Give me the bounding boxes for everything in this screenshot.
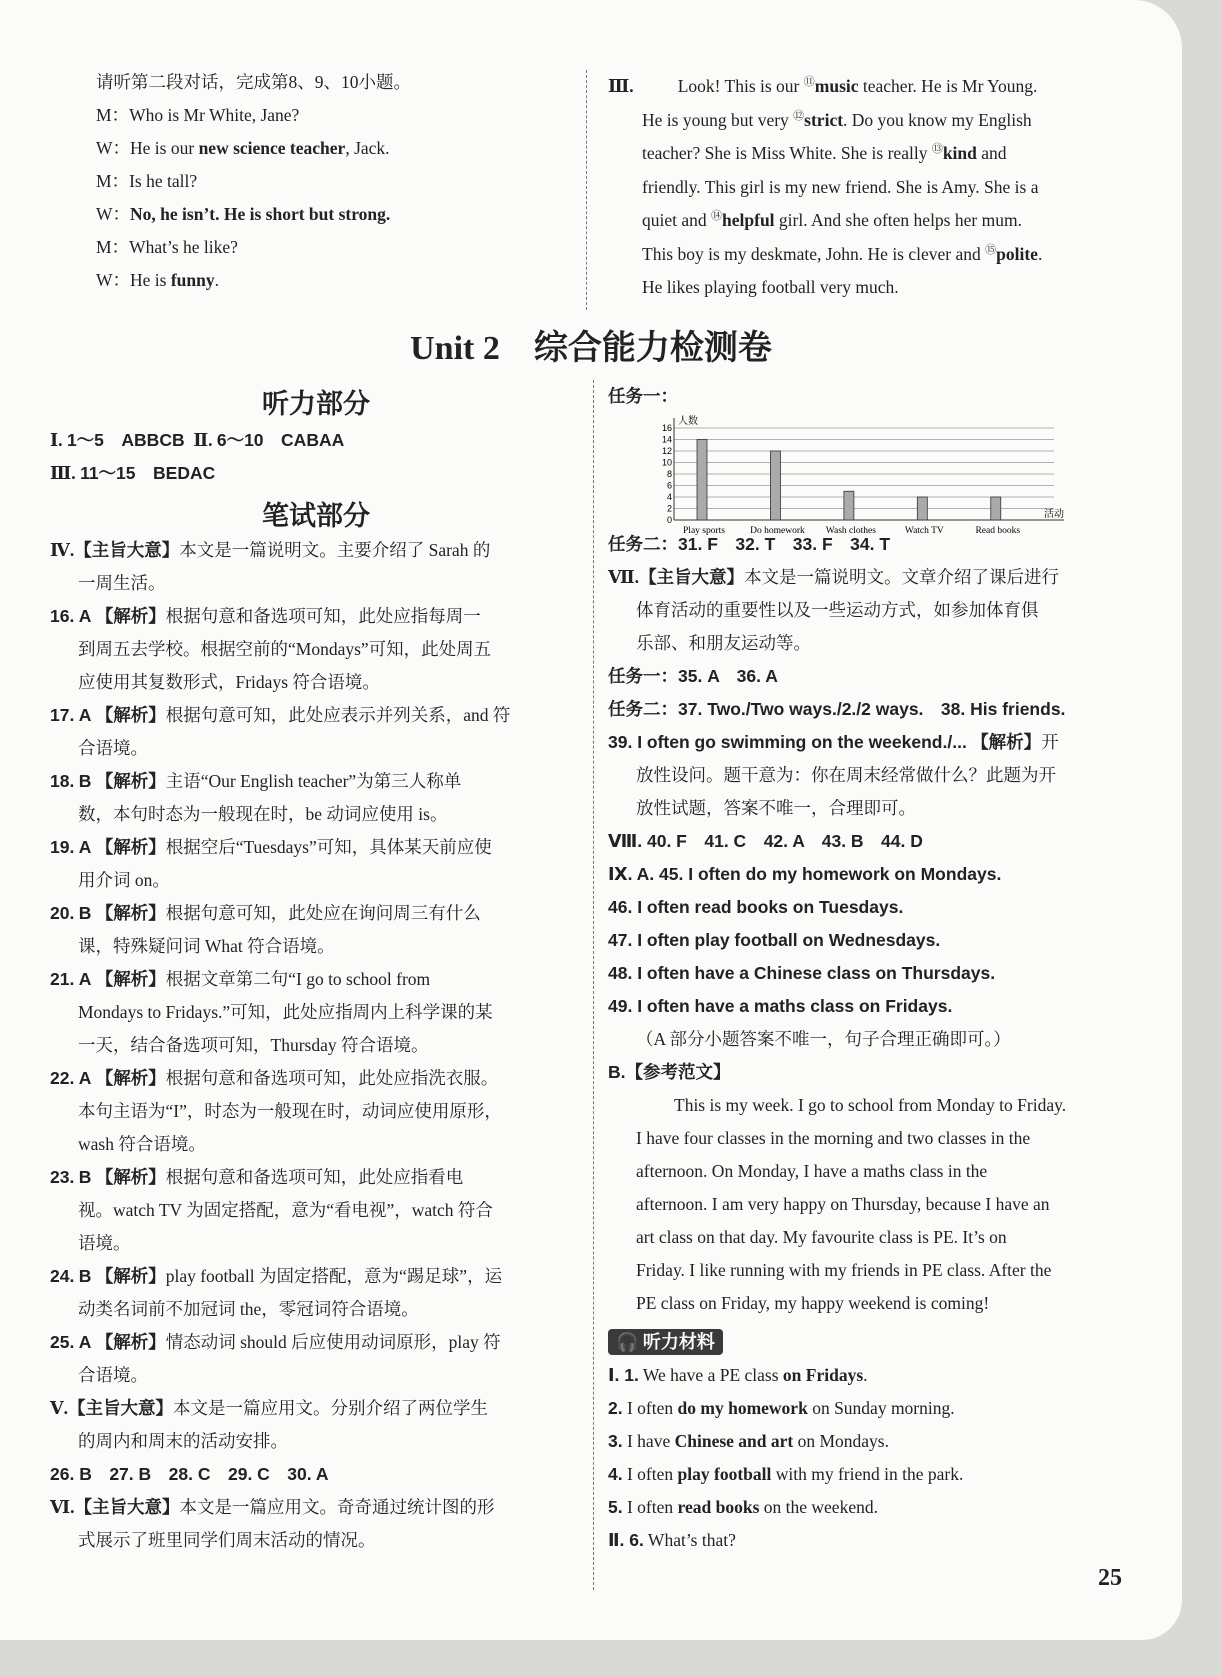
- ix-answer: Ⅸ. A. 45. I often do my homework on Mondays.: [608, 864, 1002, 884]
- bar-play-sports: [697, 440, 707, 521]
- left-answers: Ⅰ. 1～5 ABBCB Ⅱ. 6～10 CABAA Ⅲ. 11～15 BEDAC Ⅳ.【主旨大意】本文是一篇说明文。主要介绍了 Sarah 的 一周生活。 16. A 【解析】根据句意和备选项可知，此处应指每周一 到周五去学校。根据空前的“Mondays”可知，此处周五 应使用其复数形式，Fridays 符合语境。 17. A 【解析】根据句意可知，此处应表示并列关系，and 符 合语境。 18. B 【解析】主语“Our English teacher”为第三人称单 数，本句时态为一般现在时，be 动词应使用 is。 19. A 【解析】根据空后“Tuesdays”可知，具体某天前应使 用介词 on。 20. B 【解析】根据句意可知，此处应在询问周三有什么 课，特殊疑问词 What 符合语境。 21. A 【解析】根据文章第二句“I go to school from Mondays to Fridays.”可知，此处应指周内上科学课的某 一天，结合备选项可知，Thursday 符合语境。 22. A 【解析】根据句意和备选项可知，此处应指洗衣服。 本句主语为“I”，时态为一般现在时，动词应使用原形， wash 符合语境。 23. B 【解析】根据句意和备选项可知，此处应指看电 视。watch TV 为固定搭配，意为“看电视”，watch 符合 语境。 24. B 【解析】play football 为固定搭配，意为“踢足球”，运 动类名词前不加冠词 the，零冠词符合语境。 25. A 【解析】情态动词 should 后应使用动词原形，play 符 合语境。 Ⅴ.【主旨大意】本文是一篇应用文。分别介绍了两位学生 的周内和周末的活动安排。 26. B 27. B 28. C 29. C 30. A Ⅵ.【主旨大意】本文是一篇应用文。奇奇通过统计图的形 式展示了班里同学们周末活动的情况。: [50, 424, 580, 1557]
- dialogue-intro: 请听第二段对话，完成第8、9、10小题。: [96, 72, 411, 92]
- essay-line: PE class on Friday, my happy weekend is coming!: [636, 1293, 990, 1313]
- y-tick-label: 14: [661, 434, 672, 445]
- y-tick-label: 8: [666, 469, 672, 479]
- explanation-line: 22. A 【解析】根据句意和备选项可知，此处应指洗衣服。: [50, 1068, 499, 1088]
- passage-section: Ⅲ. Look! This is our ⑪music teacher. He is Mr Young. He is young but very ⑫strict. Do you know my English teacher? She is Miss White. She is really ⑬kind and friendly. This girl is my new friend. She is Amy. She is a quiet and ⑭helpful girl. And she often helps her mum. This boy is my deskmate, John. He is clever and ⑮polite. He likes playing football very much.: [608, 76, 1043, 297]
- explanation-line: 数，本句时态为一般现在时，be 动词应使用 is。: [78, 804, 448, 824]
- explanation-line: 动类名词前不加冠词 the，零冠词符合语境。: [78, 1299, 419, 1319]
- essay-line: art class on that day. My favourite class is PE. It’s on: [636, 1227, 1007, 1247]
- y-tick-label: 2: [666, 503, 672, 514]
- page-number: 25: [1098, 1565, 1122, 1591]
- x-axis-label: 活动: [1044, 509, 1064, 520]
- explanation-line: 21. A 【解析】根据文章第二句“I go to school from: [50, 969, 431, 989]
- explanation-line: 用介词 on。: [78, 870, 170, 890]
- essay-line: I have four classes in the morning and two classes in the: [636, 1128, 1031, 1148]
- y-tick-label: 4: [666, 492, 672, 502]
- explanation-line: 语境。: [78, 1233, 131, 1253]
- dialogue-line: W：He is our new science teacher, Jack.: [96, 138, 390, 158]
- bar-read-books: [991, 497, 1001, 520]
- explanation-line: 24. B 【解析】play football 为固定搭配，意为“踢足球”，运: [50, 1266, 503, 1286]
- material-line: 5. I often read books on the weekend.: [608, 1497, 878, 1517]
- explanation-line: 16. A 【解析】根据句意和备选项可知，此处应指每周一: [50, 606, 481, 626]
- explanation-line: 到周五去学校。根据空前的“Mondays”可知，此处周五: [78, 639, 492, 659]
- explanation-line: 17. A 【解析】根据句意可知，此处应表示并列关系，and 符: [50, 705, 511, 725]
- dialogue-line: W：No, he isn’t. He is short but strong.: [96, 204, 391, 224]
- explanation-line: 本句主语为“I”，时态为一般现在时，动词应使用原形，: [78, 1101, 502, 1121]
- explanation-line: 一天，结合备选项可知，Thursday 符合语境。: [78, 1035, 429, 1055]
- x-tick-label: Play sports: [683, 526, 725, 536]
- explanation-line: 合语境。: [78, 1365, 148, 1385]
- column-divider: [586, 70, 587, 310]
- activity-bar-chart: [661, 416, 1084, 536]
- explanation-line: 20. B 【解析】根据句意可知，此处应在询问周三有什么: [50, 903, 481, 923]
- dialogue-line: W：He is funny.: [96, 270, 220, 290]
- essay-line: afternoon. I am very happy on Thursday, because I have an: [636, 1194, 1050, 1214]
- y-axis-label: 人数: [678, 416, 698, 427]
- task2-answers: 任务二：31. F 32. T 33. F 34. T: [608, 534, 891, 554]
- material-line: 4. I often play football with my friend in the park.: [608, 1464, 964, 1484]
- essay-line: This is my week. I go to school from Monday to Friday.: [674, 1095, 1067, 1115]
- column-divider-lower: [593, 380, 594, 1590]
- ix-answer: 46. I often read books on Tuesdays.: [608, 897, 904, 917]
- material-line: 2. I often do my homework on Sunday morning.: [608, 1398, 955, 1418]
- bar-do-homework: [770, 451, 780, 520]
- explanation-line: 23. B 【解析】根据句意和备选项可知，此处应指看电: [50, 1167, 464, 1187]
- material-line: Ⅰ. 1. We have a PE class on Fridays.: [608, 1365, 868, 1385]
- dialogue-line: M：Is he tall?: [96, 171, 198, 191]
- listening-title: 听力部分: [262, 389, 370, 419]
- explanation-line: wash 符合语境。: [78, 1134, 206, 1154]
- x-tick-label: Read books: [975, 526, 1021, 536]
- material-line: 3. I have Chinese and art on Mondays.: [608, 1431, 889, 1451]
- essay-line: Friday. I like running with my friends in PE class. After the: [636, 1260, 1052, 1280]
- material-line: Ⅱ. 6. What’s that?: [608, 1530, 736, 1550]
- x-tick-label: Wash clothes: [825, 526, 876, 536]
- explanation-line: Mondays to Fridays.”可知，此处应指周内上科学课的某: [78, 1002, 493, 1022]
- explanation-line: 应使用其复数形式，Fridays 符合语境。: [78, 672, 380, 692]
- x-tick-label: Watch TV: [904, 526, 944, 536]
- listening-material-tag: 🎧 听力材料: [608, 1329, 723, 1355]
- essay-line: afternoon. On Monday, I have a maths class in the: [636, 1161, 988, 1181]
- x-tick-label: Do homework: [750, 526, 805, 536]
- dialogue-section: [66, 66, 566, 297]
- ix-answer: 49. I often have a maths class on Fridays.: [608, 996, 953, 1016]
- bar-wash-clothes: [844, 491, 854, 520]
- right-answers: 任务一： 任务二：31. F 32. T 33. F 34. T Ⅶ.【主旨大意】本文是一篇说明文。文章介绍了课后进行 体育活动的重要性以及一些运动方式，如参加体育俱 乐部、和朋友运动等。 任务一：35. A 36. A 任务二：37. Two./Two ways./2./2 ways. 38. His friends. 39. I often go swimming on the weekend./... 【解析】开 放性设问。题干意为：你在周末经常做什么？此题为开 放性试题，答案不唯一，合理即可。 Ⅷ. 40. F 41. C 42. A 43. B 44. D Ⅸ. A. 45. I often do my homework on Mondays. 46. I often read books on Tuesdays. 47. I often play football on Wednesdays. 48. I often have a Chinese class on Thursdays. 49. I often have a maths class on Fridays. （A 部分小题答案不唯一，句子合理正确即可。） B.【参考范文】 This is my week. I go to school from Monday to Friday. I have four classes in the morning and two classes in the afternoon. On Monday, I have a maths class in the afternoon. I am very happy on Thursday, because I have an art class on that day. My favourite class is PE. It’s on Friday. I like running with my friends in PE class. After the PE class on Friday, my happy weekend is coming! 🎧 听力材料 Ⅰ. 1. We have a PE class on Fridays. 2. I often do my homework on Sunday morning. 3. I have Chinese and art on Mondays. 4. I often play football with my friend in the park. 5. I often read books on the weekend. Ⅱ. 6. What’s that?: [608, 380, 1138, 1557]
- explanation-line: 18. B 【解析】主语“Our English teacher”为第三人称单: [50, 771, 462, 791]
- explanation-line: 视。watch TV 为固定搭配，意为“看电视”，watch 符合: [78, 1200, 493, 1220]
- dialogue-line: M：Who is Mr White, Jane?: [96, 105, 300, 125]
- ix-answer: 48. I often have a Chinese class on Thursdays.: [608, 963, 996, 983]
- explanation-line: 合语境。: [78, 738, 148, 758]
- writing-title: 笔试部分: [262, 501, 370, 531]
- y-tick-label: 12: [661, 446, 672, 456]
- y-tick-label: 0: [666, 515, 672, 525]
- dialogue-line: M：What’s he like?: [96, 237, 238, 257]
- v-answers: 26. B 27. B 28. C 29. C 30. A: [50, 1464, 329, 1484]
- explanation-line: 课，特殊疑问词 What 符合语境。: [78, 936, 335, 956]
- explanation-line: 25. A 【解析】情态动词 should 后应使用动词原形，play 符: [50, 1332, 501, 1352]
- explanation-line: 19. A 【解析】根据空后“Tuesdays”可知，具体某天前应使: [50, 837, 492, 857]
- y-tick-label: 16: [661, 423, 672, 433]
- unit-title: Unit 2 综合能力检测卷: [410, 330, 772, 367]
- ix-answer: 47. I often play football on Wednesdays.: [608, 930, 941, 950]
- bar-watch-tv: [917, 497, 927, 520]
- task1-label: 任务一：: [608, 386, 678, 406]
- y-tick-label: 10: [661, 457, 672, 468]
- y-tick-label: 6: [666, 480, 672, 491]
